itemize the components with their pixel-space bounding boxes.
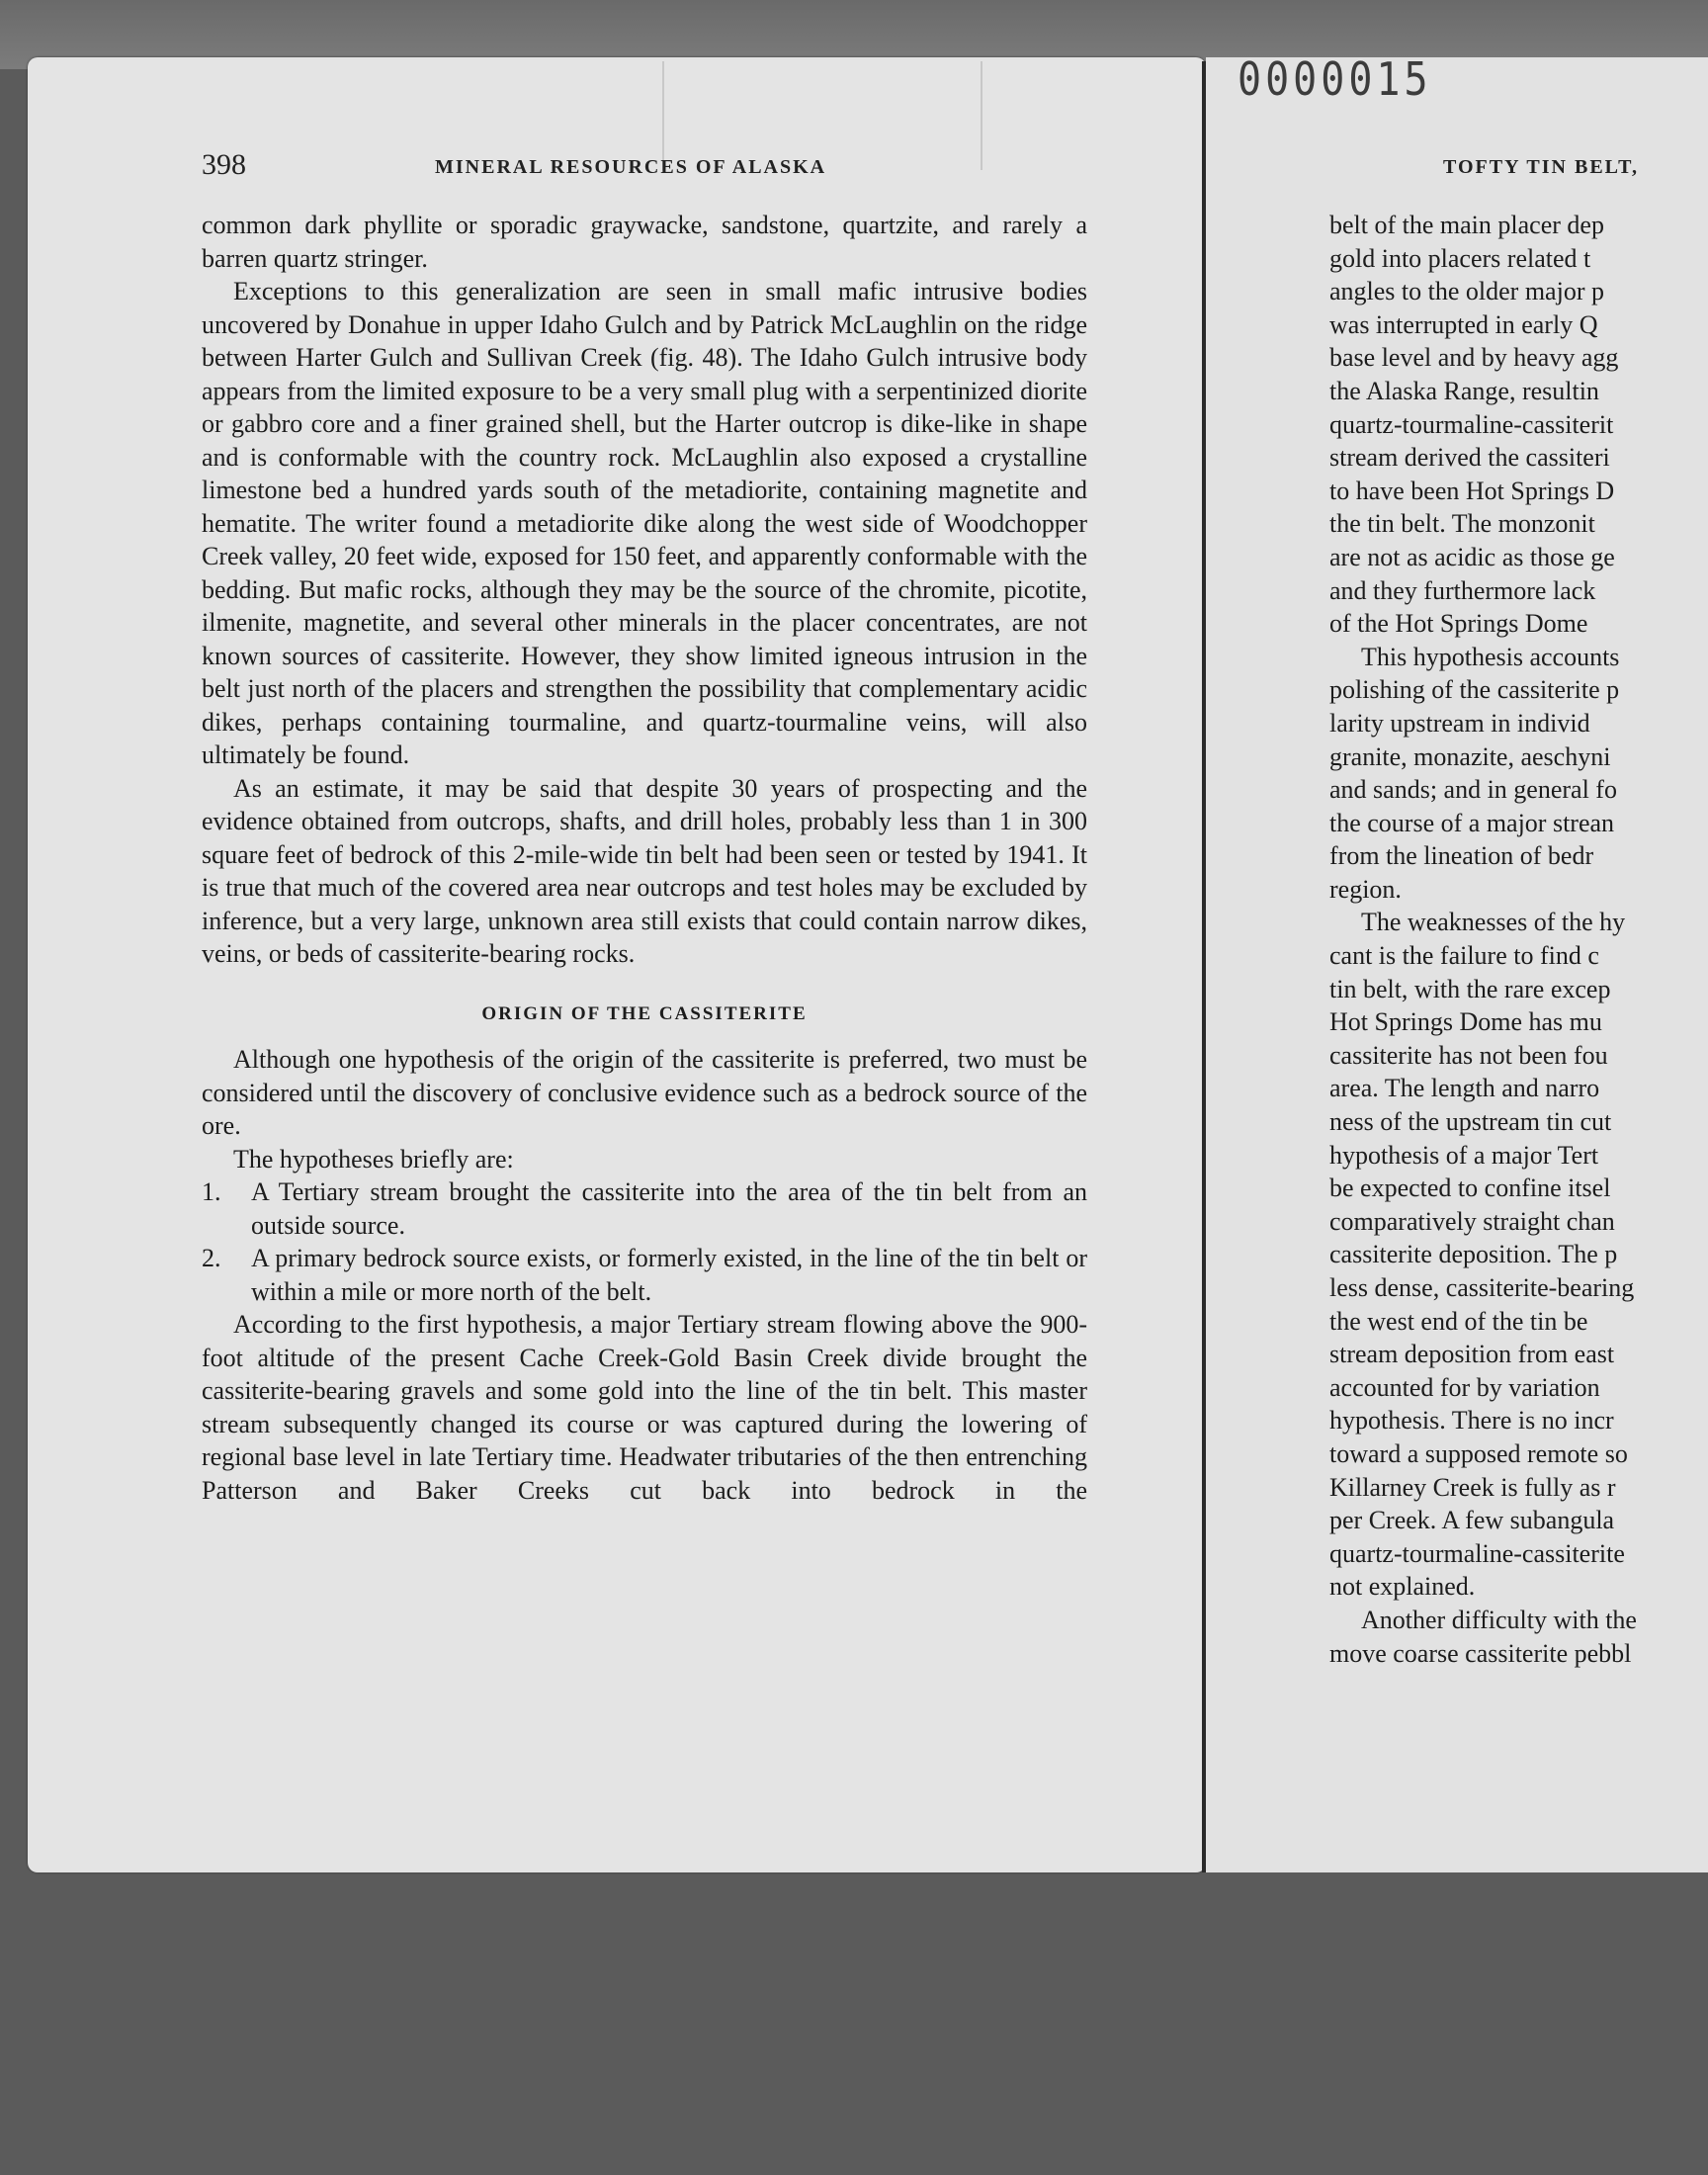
- text-line: from the lineation of bedr: [1329, 841, 1594, 871]
- text-line: hypothesis. There is no incr: [1329, 1406, 1614, 1436]
- text-line: and sands; and in general fo: [1329, 775, 1617, 805]
- text-line: the west end of the tin be: [1329, 1306, 1588, 1336]
- list-item: [202, 1175, 1087, 1242]
- text-line: was interrupted in early Q: [1329, 309, 1598, 339]
- section-heading: ORIGIN OF THE CASSITERITE: [481, 1002, 808, 1024]
- text-line: area. The length and narro: [1329, 1074, 1600, 1103]
- list-item-number: 1.: [202, 1177, 221, 1206]
- paragraph: Although one hypothesis of the origin of the cassiterite is preferred, two must be considered until the discovery of conclusive evidence such as a bedrock source of the ore.: [202, 1045, 1087, 1140]
- text-line: toward a supposed remote so: [1329, 1438, 1628, 1468]
- hypotheses-list: [202, 1175, 1087, 1308]
- text-line: Hot Springs Dome has mu: [1329, 1007, 1602, 1037]
- text-line: larity upstream in individ: [1329, 708, 1590, 738]
- text-line: not explained.: [1329, 1572, 1476, 1602]
- text-line: belt of the main placer dep: [1329, 211, 1604, 239]
- left-page-body: [202, 209, 1087, 1507]
- text-line: cant is the failure to find c: [1329, 941, 1599, 971]
- text-line: tin belt, with the rare excep: [1329, 974, 1611, 1003]
- text-line: to have been Hot Springs D: [1329, 476, 1615, 505]
- text-line: hypothesis of a major Tert: [1329, 1140, 1599, 1170]
- text-line: be expected to confine itsel: [1329, 1174, 1611, 1203]
- running-head: MINERAL RESOURCES OF ALASKA: [435, 156, 827, 178]
- text-line: move coarse cassiterite pebbl: [1329, 1638, 1632, 1668]
- page-number: 398: [202, 148, 246, 181]
- text-line: polishing of the cassiterite p: [1329, 675, 1620, 705]
- text-line: granite, monazite, aeschyni: [1329, 741, 1611, 771]
- text-line: base level and by heavy agg: [1329, 343, 1619, 373]
- paragraph: common dark phyllite or sporadic graywacke, sandstone, quartzite, and rarely a barren quartz stringer.: [202, 211, 1087, 273]
- text-line: and they furthermore lack: [1329, 575, 1596, 605]
- list-item-text: A primary bedrock source exists, or formerly existed, in the line of the tin belt or within a mile or more north of the belt.: [251, 1244, 1087, 1306]
- text-line: This hypothesis accounts: [1361, 642, 1620, 671]
- text-line: quartz-tourmaline-cassiterite: [1329, 1538, 1625, 1568]
- text-line: ness of the upstream tin cut: [1329, 1107, 1612, 1137]
- text-line: per Creek. A few subangula: [1329, 1506, 1615, 1535]
- text-line: comparatively straight chan: [1329, 1206, 1615, 1236]
- text-line: region.: [1329, 874, 1402, 904]
- text-line: accounted for by variation: [1329, 1372, 1600, 1402]
- paragraph: As an estimate, it may be said that despite 30 years of prospecting and the evidence obtained from outcrops, shafts, and drill holes, probably less than 1 in 300 square feet of bedrock of this 2-mile-wide tin belt had been seen or tested by 1941. It is true that much of the covered area near outcrops and test holes may be excluded by inference, but a very large, unknown area still exists that could contain narrow dikes, veins, or beds of cassiterite-bearing rocks.: [202, 773, 1087, 968]
- text-line: angles to the older major p: [1329, 277, 1604, 306]
- list-item-number: 2.: [202, 1244, 221, 1272]
- text-line: cassiterite deposition. The p: [1329, 1240, 1618, 1269]
- list-item-text: A Tertiary stream brought the cassiterite into the area of the tin belt from an outside source.: [251, 1177, 1087, 1240]
- list-item: [202, 1242, 1087, 1308]
- text-line: gold into placers related t: [1329, 243, 1591, 273]
- paragraph: Exceptions to this generalization are seen in small mafic intrusive bodies uncovered by Donahue in upper Idaho Gulch and by Patrick McLaughlin on the ridge between Harter Gulch and Sullivan Creek (fig. 48). The Idaho Gulch intrusive body appears from the limited exposure to be a very small plug with a serpentinized diorite or gabbro core and a finer grained shell, but the Harter outcrop is dike-like in shape and is conformable with the country rock. McLaughlin also exposed a crystalline limestone bed a hundred yards south of the metadiorite, containing magnetite and hematite. The writer found a metadiorite dike along the west side of Woodchopper Creek valley, 20 feet wide, exposed for 150 feet, and apparently conformable with the bedding. But mafic rocks, although they may be the source of the chromite, picotite, ilmenite, magnetite, and several other minerals in the placer concentrates, are not known sources of cassiterite. However, they show limited igneous intrusion in the belt just north of the placers and strengthen the possibility that complementary acidic dikes, perhaps containing tourmaline, and quartz-tourmaline veins, will also ultimately be found.: [202, 277, 1087, 769]
- text-line: stream deposition from east: [1329, 1340, 1615, 1369]
- page-gutter: [1202, 61, 1206, 1872]
- text-line: are not as acidic as those ge: [1329, 542, 1615, 571]
- text-line: Another difficulty with the: [1361, 1605, 1637, 1634]
- left-page-header: [202, 148, 1091, 188]
- text-line: cassiterite has not been fou: [1329, 1040, 1608, 1070]
- text-line: The weaknesses of the hy: [1361, 908, 1626, 937]
- text-line: the Alaska Range, resultin: [1329, 376, 1599, 405]
- right-page-body: [1329, 209, 1708, 1670]
- document-stamp: 0000015: [1238, 53, 1432, 107]
- text-line: the course of a major strean: [1329, 808, 1615, 837]
- text-line: Killarney Creek is fully as r: [1329, 1472, 1616, 1502]
- text-line: stream derived the cassiteri: [1329, 443, 1610, 473]
- paragraph: The hypotheses briefly are:: [233, 1144, 514, 1174]
- text-line: quartz-tourmaline-cassiterit: [1329, 409, 1614, 439]
- text-line: the tin belt. The monzonit: [1329, 509, 1595, 539]
- paragraph: According to the first hypothesis, a major Tertiary stream flowing above the 900-foot altitude of the present Cache Creek-Gold Basin Creek divide brought the cassiterite-bearing gravels and some gold into the line of the tin belt. This master stream subsequently changed its course or was captured during the lowering of regional base level in late Tertiary time. Headwater tributaries of the then entrenching Patterson and Baker Creeks cut back into bedrock in the: [202, 1310, 1087, 1505]
- text-line: less dense, cassiterite-bearing: [1329, 1273, 1635, 1302]
- text-line: of the Hot Springs Dome: [1329, 609, 1588, 639]
- right-running-head: TOFTY TIN BELT,: [1443, 156, 1640, 178]
